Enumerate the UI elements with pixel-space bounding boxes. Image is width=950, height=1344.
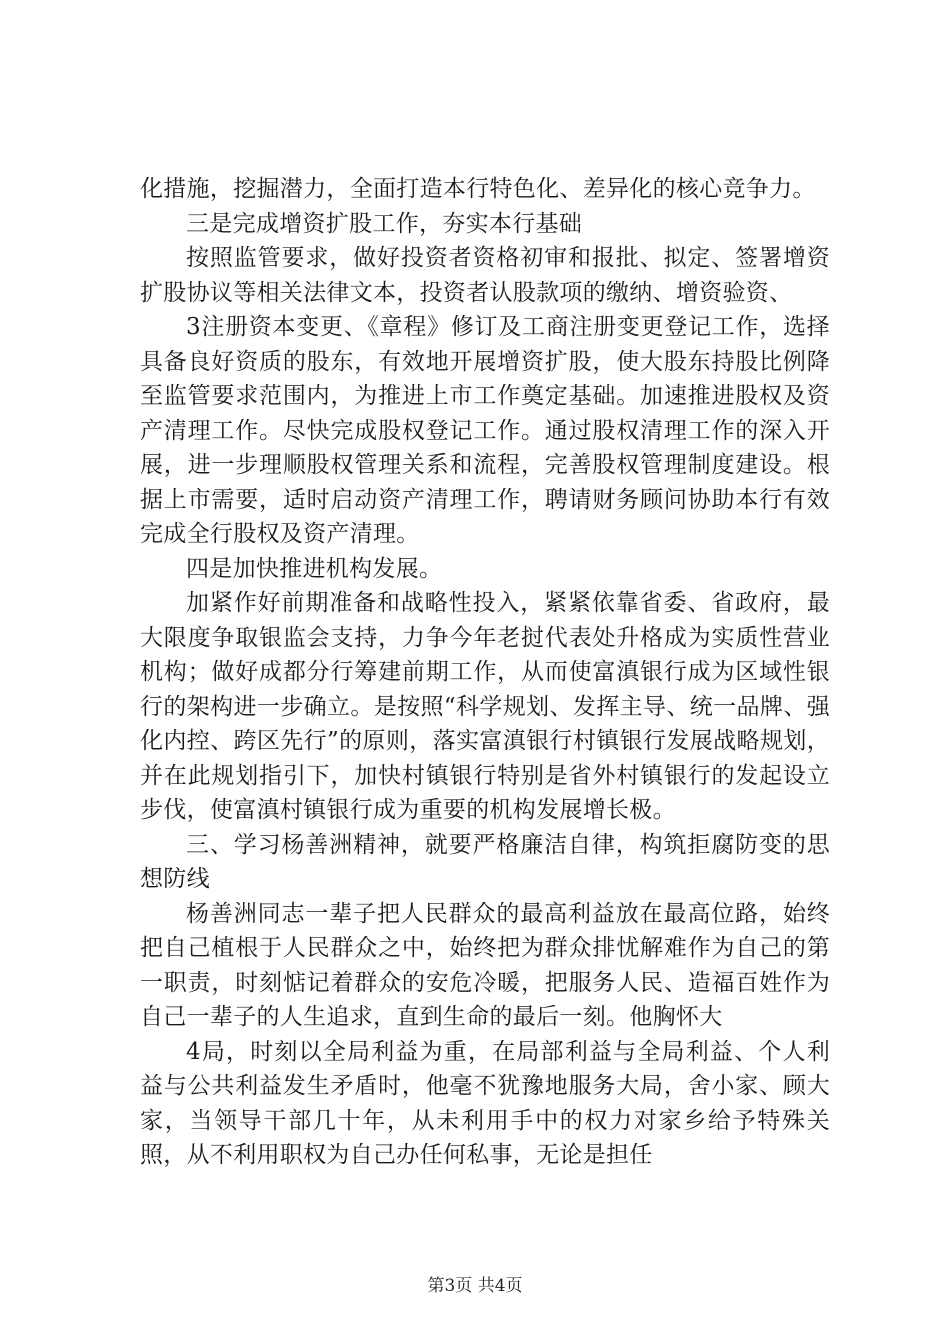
paragraph-2-heading: 三是完成增资扩股工作，夯实本行基础	[186, 210, 583, 237]
paragraph-8: 杨善洲同志一辈子把人民群众的最高利益放在最高位路，始终把自己植根于人民群众之中，始终把为群众排忧解难作为自己的第一职责，时刻惦记着群众的安危冷暖，把服务人民、造福百姓作为自己一辈子的人生追求，直到生命的最后一刻。他胸怀大	[140, 900, 830, 1030]
page-number-label: 第3页 共4页	[427, 1276, 523, 1296]
document-body	[140, 172, 830, 1173]
paragraph-5-heading: 四是加快推进机构发展。	[186, 555, 443, 582]
paragraph-6: 加紧作好前期准备和战略性投入，紧紧依靠省委、省政府，最大限度争取银监会支持，力争今年老挝代表处升格成为实质性营业机构；做好成都分行筹建前期工作，从而使富滇银行成为区域性银行的架构进一步确立。是按照“科学规划、发挥主导、统一品牌、强化内控、跨区先行”的原则，落实富滇银行村镇银行发展战略规划，并在此规划指引下，加快村镇银行特别是省外村镇银行的发起设立步伐，使富滇村镇银行成为重要的机构发展增长极。	[140, 590, 830, 823]
paragraph-3: 按照监管要求，做好投资者资格初审和报批、拟定、签署增资扩股协议等相关法律文本，投资者认股款项的缴纳、增资验资、	[140, 245, 830, 306]
paragraph-7-heading: 三、学习杨善洲精神，就要严格廉洁自律，构筑拒腐防变的思想防线	[140, 831, 830, 892]
paragraph-1: 化措施，挖掘潜力，全面打造本行特色化、差异化的核心竞争力。	[140, 176, 816, 202]
page-footer	[0, 1271, 950, 1296]
paragraph-9: 4局，时刻以全局利益为重，在局部利益与全局利益、个人利益与公共利益发生矛盾时，他毫不犹豫地服务大局，舍小家、顾大家，当领导干部几十年，从未利用手中的权力对家乡给予特殊关照，从不利用职权为自己办任何私事，无论是担任	[140, 1038, 830, 1168]
paragraph-4: 3注册资本变更、《章程》修订及工商注册变更登记工作，选择具备良好资质的股东，有效地开展增资扩股，使大股东持股比例降至监管要求范围内，为推进上市工作奠定基础。加速推进股权及资产清理工作。尽快完成股权登记工作。通过股权清理工作的深入开展，进一步理顺股权管理关系和流程，完善股权管理制度建设。根据上市需要，适时启动资产清理工作，聘请财务顾问协助本行有效完成全行股权及资产清理。	[140, 314, 830, 547]
